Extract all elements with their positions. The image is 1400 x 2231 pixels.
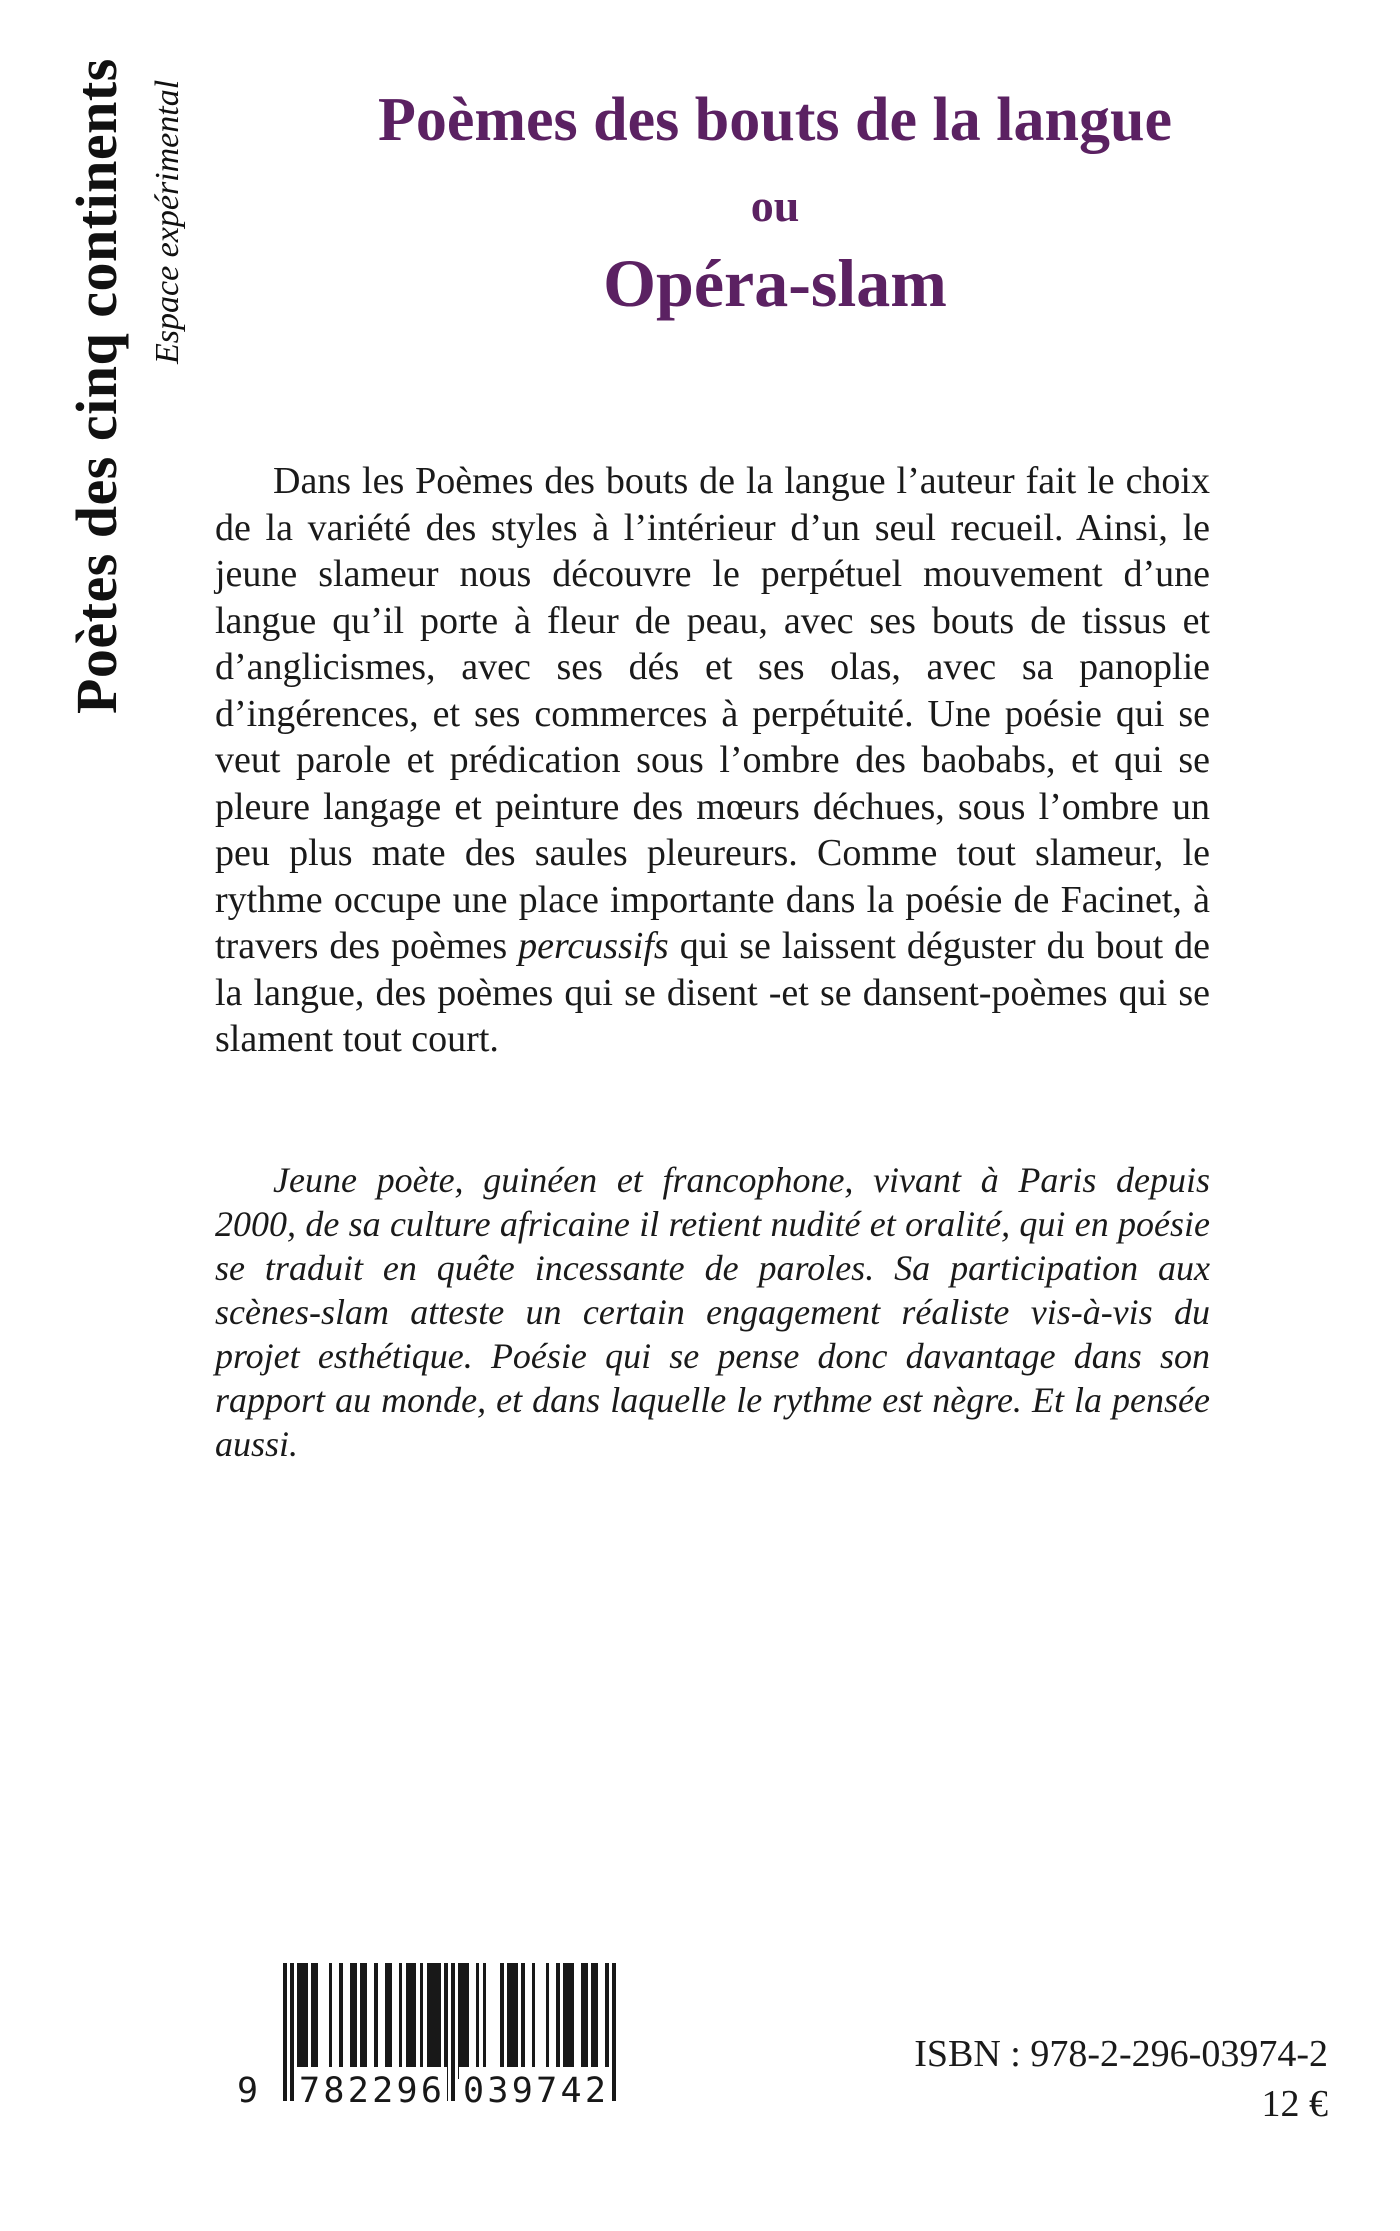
barcode-digit-group-right: 0 3 9 7 4 2: [459, 2067, 611, 2111]
author-note-paragraph: Jeune poète, guinéen et francophone, vivant à Paris depuis 2000, de sa culture africaine il retient nudité et oralité, qui en poésie se traduit en quête incessante de paroles. Sa participation aux scènes-slam atteste un certain engagement réaliste vis-à-vis du projet esthétique. Poésie qui se pense donc davantage dans son rapport au monde, et dans laquelle le rythme est nègre. Et la pensée aussi.: [215, 1160, 1210, 1464]
title-connector: ou: [750, 180, 800, 232]
title-block: [220, 86, 1330, 322]
synopsis-text-after: qui se laissent déguster du bout de la langue, des poèmes qui se disent -et se dansent-poèmes qui se slament tout court.: [215, 925, 1210, 1060]
ean13-barcode: [237, 1963, 616, 2113]
synopsis-text-before: Dans les Poèmes des bouts de la langue l’auteur fait le choix de la variété des styles à l’intérieur d’un seul recueil. Ainsi, le jeune slameur nous découvre le perpétuel mouvement d’une langue qu’il porte à fleur de peau, avec ses bouts de tissus et d’anglicismes, avec ses dés et ses olas, avec sa panoplie d’ingérences, et ses commerces à perpétuité. Une poésie qui se veut parole et prédication sous l’ombre des baobabs, et qui se pleure langage et peinture des mœurs déchues, sous l’ombre un peu plus mate des saules pleureurs. Comme tout slameur, le rythme occupe une place importante dans la poésie de Facinet, à travers des poèmes: [215, 460, 1210, 967]
spine-series-title: Poètes des cinq continents: [64, 58, 129, 714]
price-label: 12 €: [1261, 2083, 1328, 2125]
book-subtitle: Opéra-slam: [603, 245, 947, 322]
synopsis-paragraph: [215, 458, 1210, 1063]
synopsis-italic-word: percussifs: [518, 925, 669, 967]
book-title: Poèmes des bouts de la langue: [378, 86, 1172, 154]
barcode-digit-group-left: 7 8 2 2 9 6: [295, 2067, 447, 2111]
isbn-label: ISBN : 978-2-296-03974-2: [914, 2033, 1328, 2075]
barcode-lead-digit: 9: [237, 2071, 259, 2111]
spine-collection-label: Espace expérimental: [149, 79, 186, 364]
